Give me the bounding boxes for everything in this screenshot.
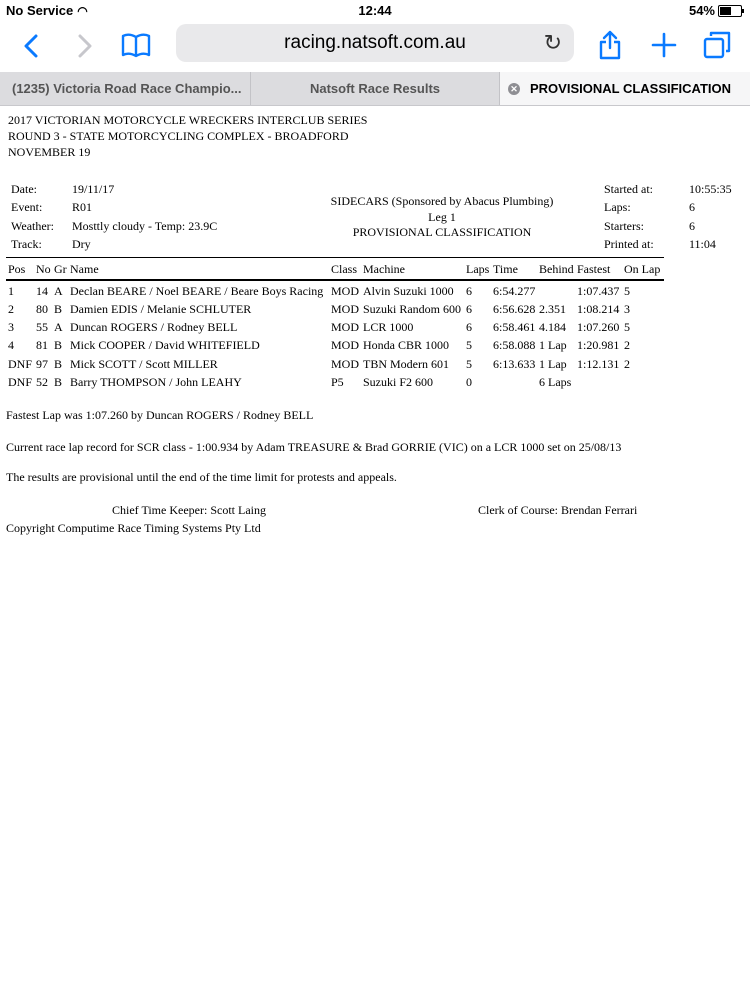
tab-label: PROVISIONAL CLASSIFICATION: [530, 81, 732, 96]
status-bar: [0, 0, 750, 22]
row-machine: LCR 1000: [363, 320, 414, 334]
row-machine: Suzuki F2 600: [363, 375, 434, 389]
col-name: Name: [70, 262, 99, 276]
row-gr: B: [54, 302, 63, 316]
row-laps: 6: [466, 284, 472, 298]
track-value: Dry: [72, 237, 91, 251]
carrier-label: No Service: [6, 3, 74, 18]
back-icon[interactable]: [18, 28, 44, 60]
col-behind: Behind: [539, 262, 574, 276]
event-date: NOVEMBER 19: [8, 145, 91, 159]
clock: 12:44: [358, 3, 392, 18]
started-label: Started at:: [604, 182, 653, 196]
tab-provisional-classification[interactable]: [500, 72, 750, 105]
url-text: racing.natsoft.com.au: [284, 32, 466, 53]
row-fastest: 1:08.214: [577, 302, 620, 316]
weather-value: Mosttly cloudy - Temp: 23.9C: [72, 219, 218, 233]
clerk-of-course: Clerk of Course: Brendan Ferrari: [478, 503, 638, 517]
row-behind: 2.351: [539, 302, 566, 316]
tab-natsoft-results[interactable]: [251, 72, 500, 105]
row-name: Declan BEARE / Noel BEARE / Beare Boys Racing: [70, 284, 324, 298]
row-name: Duncan ROGERS / Rodney BELL: [70, 320, 238, 334]
row-fastest: 1:07.260: [577, 320, 620, 334]
row-onlap: 5: [624, 284, 630, 298]
row-gr: B: [54, 338, 63, 352]
row-laps: 5: [466, 338, 472, 352]
row-gr: A: [54, 284, 63, 298]
address-bar[interactable]: [176, 24, 574, 62]
browser-toolbar: [0, 22, 750, 72]
header-divider-top: [6, 257, 664, 258]
col-laps: Laps: [466, 262, 490, 276]
row-behind: 1 Lap: [539, 357, 567, 371]
copyright: Copyright Computime Race Timing Systems Pty Ltd: [6, 521, 261, 535]
laps-label: Laps:: [604, 200, 631, 214]
row-class: MOD: [331, 338, 360, 352]
row-no: 55: [36, 320, 48, 334]
row-pos: 2: [8, 302, 14, 316]
chief-timekeeper: Chief Time Keeper: Scott Laing: [112, 503, 266, 517]
reload-icon[interactable]: ↻: [543, 30, 562, 55]
tab-label: Natsoft Race Results: [309, 81, 441, 96]
row-name: Damien EDIS / Melanie SCHLUTER: [70, 302, 252, 316]
row-class: MOD: [331, 284, 360, 298]
row-no: 80: [36, 302, 48, 316]
col-gr: Gr: [54, 262, 67, 276]
class-title: SIDECARS (Sponsored by Abacus Plumbing): [330, 194, 554, 208]
row-pos: DNF: [8, 357, 33, 371]
started-value: 10:55:35: [689, 182, 732, 196]
new-tab-icon[interactable]: [650, 28, 678, 60]
battery-status: [689, 3, 742, 18]
track-label: Track:: [11, 237, 42, 251]
row-onlap: 2: [624, 338, 630, 352]
wifi-icon: ◠: [77, 4, 88, 18]
fastest-lap-note: Fastest Lap was 1:07.260 by Duncan ROGERS / Rodney BELL: [6, 408, 314, 422]
close-tab-icon[interactable]: ✕: [508, 83, 520, 95]
row-machine: Honda CBR 1000: [363, 338, 450, 352]
battery-percent: 54%: [688, 3, 715, 18]
printed-value: 11:04: [689, 237, 716, 251]
row-pos: 3: [8, 320, 14, 334]
row-machine: Alvin Suzuki 1000: [363, 284, 454, 298]
col-onlap: On Lap: [624, 262, 661, 276]
row-no: 97: [36, 357, 48, 371]
row-onlap: 3: [624, 302, 630, 316]
row-class: MOD: [331, 320, 360, 334]
col-machine: Machine: [363, 262, 405, 276]
row-class: P5: [331, 375, 344, 389]
row-machine: Suzuki Random 600: [363, 302, 461, 316]
row-behind: 6 Laps: [539, 375, 572, 389]
battery-icon: [718, 5, 742, 17]
row-class: MOD: [331, 357, 360, 371]
lap-record-note: Current race lap record for SCR class - 1:00.934 by Adam TREASURE & Brad GORRIE (VIC) on a LCR 1000 set on 25/08/13: [6, 440, 622, 454]
row-time: 6:54.277: [493, 284, 536, 298]
provisional-note: The results are provisional until the end of the time limit for protests and appeals.: [6, 470, 397, 484]
event-label: Event:: [11, 200, 43, 214]
row-name: Mick SCOTT / Scott MILLER: [70, 357, 218, 371]
col-time: Time: [493, 262, 518, 276]
date-label: Date:: [11, 182, 37, 196]
event-value: R01: [72, 200, 93, 214]
row-gr: B: [54, 357, 63, 371]
laps-value: 6: [689, 200, 695, 214]
round-title: ROUND 3 - STATE MOTORCYCLING COMPLEX - BROADFORD: [8, 129, 349, 143]
row-pos: 4: [8, 338, 14, 352]
weather-label: Weather:: [11, 219, 55, 233]
row-laps: 6: [466, 320, 472, 334]
row-machine: TBN Modern 601: [363, 357, 449, 371]
printed-label: Printed at:: [604, 237, 654, 251]
starters-value: 6: [689, 219, 695, 233]
starters-label: Starters:: [604, 219, 644, 233]
col-class: Class: [331, 262, 358, 276]
classification-title: PROVISIONAL CLASSIFICATION: [352, 225, 532, 239]
row-no: 52: [36, 375, 48, 389]
row-name: Mick COOPER / David WHITEFIELD: [70, 338, 260, 352]
tab-victoria-road-race[interactable]: [0, 72, 251, 105]
row-time: 6:58.461: [493, 320, 536, 334]
row-fastest: 1:12.131: [577, 357, 620, 371]
row-class: MOD: [331, 302, 360, 316]
row-no: 14: [36, 284, 48, 298]
row-time: 6:56.628: [493, 302, 536, 316]
col-pos: Pos: [8, 262, 26, 276]
tab-label: (1235) Victoria Road Race Champio...: [12, 81, 242, 96]
tabs-overview-icon[interactable]: [702, 28, 732, 60]
row-fastest: 1:07.437: [577, 284, 620, 298]
row-no: 81: [36, 338, 48, 352]
row-pos: 1: [8, 284, 14, 298]
row-gr: A: [54, 320, 63, 334]
row-laps: 6: [466, 302, 472, 316]
row-behind: 1 Lap: [539, 338, 567, 352]
col-no: No: [36, 262, 51, 276]
row-laps: 0: [466, 375, 472, 389]
share-icon[interactable]: [596, 28, 624, 60]
forward-icon[interactable]: [72, 28, 98, 60]
date-value: 19/11/17: [72, 182, 115, 196]
header-divider-bottom: [6, 279, 664, 281]
row-onlap: 2: [624, 357, 630, 371]
row-pos: DNF: [8, 375, 33, 389]
leg-title: Leg 1: [428, 210, 456, 224]
row-onlap: 5: [624, 320, 630, 334]
row-behind: 4.184: [539, 320, 566, 334]
row-laps: 5: [466, 357, 472, 371]
event-title: 2017 VICTORIAN MOTORCYCLE WRECKERS INTERCLUB SERIES: [8, 113, 368, 127]
row-name: Barry THOMPSON / John LEAHY: [70, 375, 242, 389]
row-gr: B: [54, 375, 63, 389]
row-fastest: 1:20.981: [577, 338, 620, 352]
row-time: 6:58.088: [493, 338, 536, 352]
col-fastest: Fastest: [577, 262, 611, 276]
tab-strip: [0, 72, 750, 106]
bookmarks-icon[interactable]: [120, 28, 152, 60]
row-time: 6:13.633: [493, 357, 536, 371]
